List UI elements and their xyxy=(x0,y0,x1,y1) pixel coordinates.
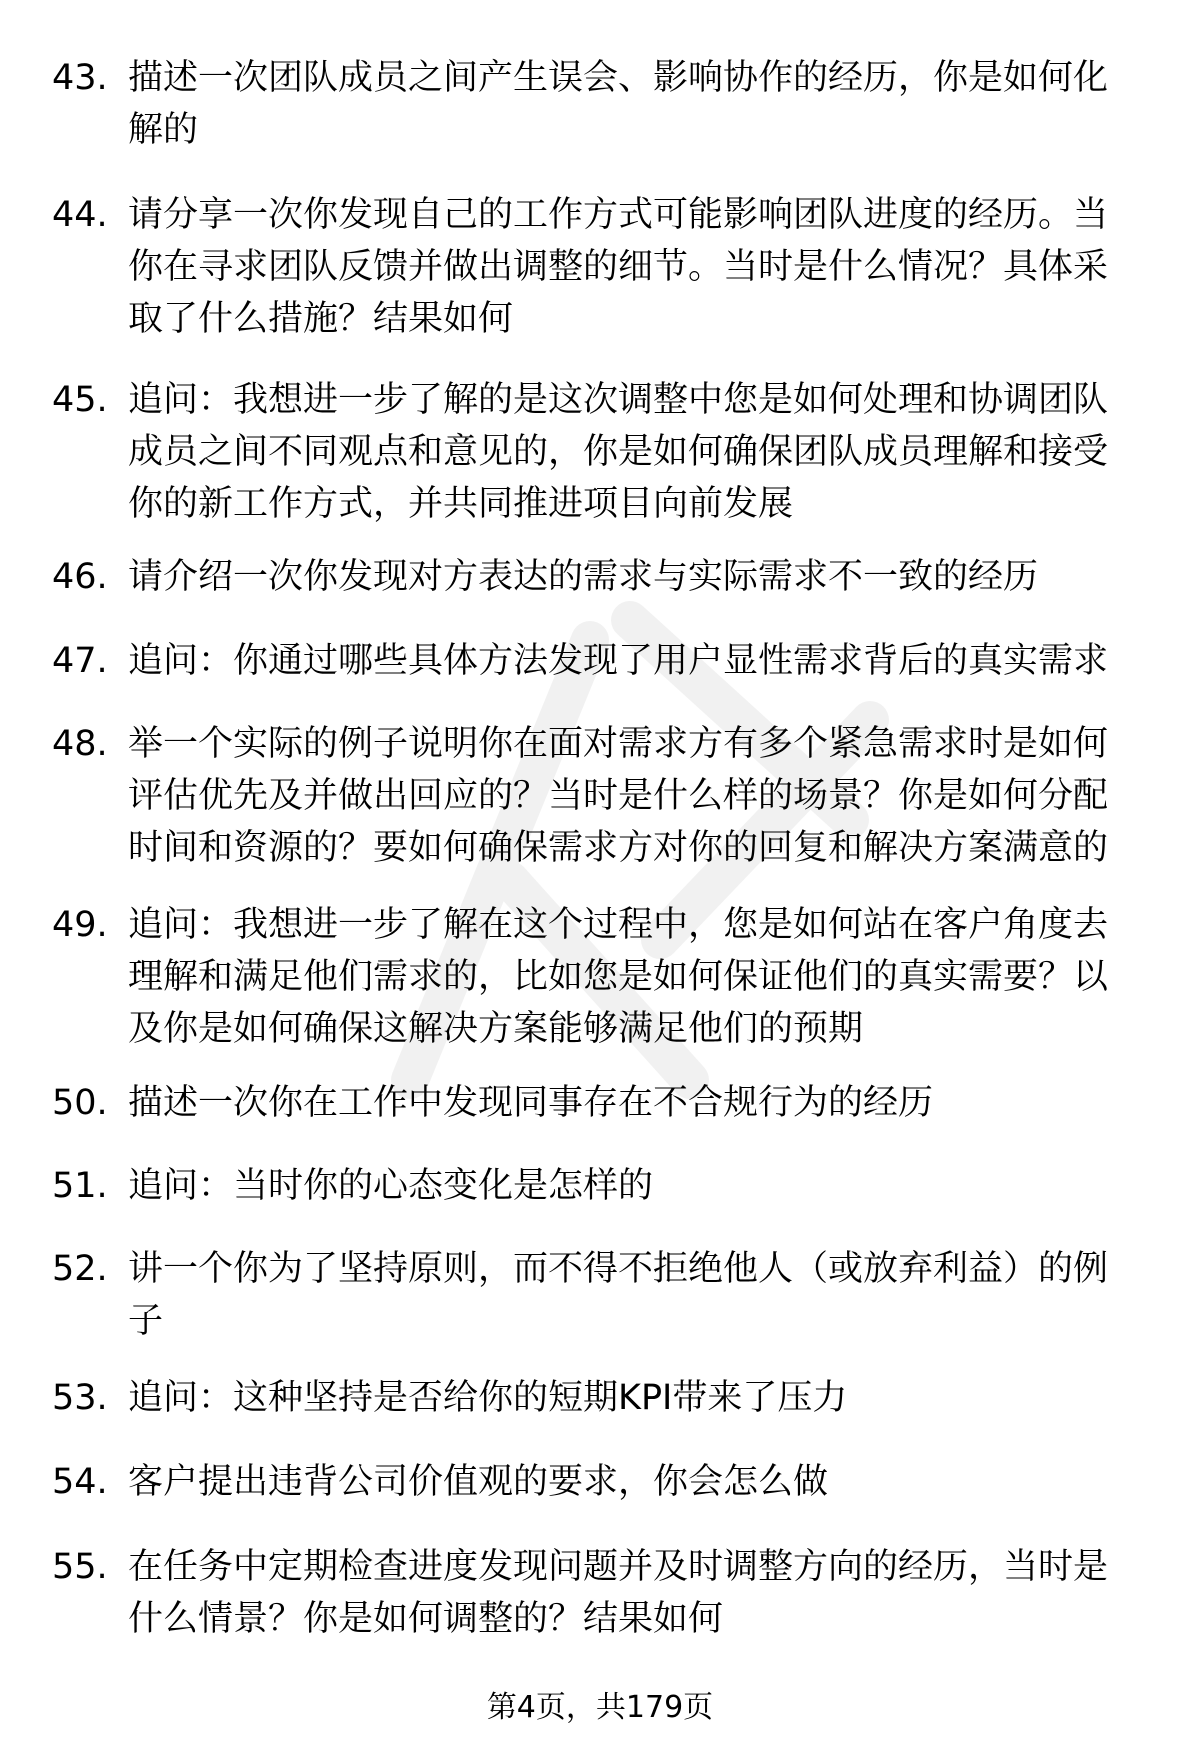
question-text-line: 子 xyxy=(128,1301,164,1341)
question-text xyxy=(128,52,1108,156)
question-text xyxy=(128,1541,1108,1645)
question-number: 51. xyxy=(52,1166,108,1206)
question-text-line: 成员之间不同观点和意见的，你是如何确保团队成员理解和接受 xyxy=(128,432,1109,472)
question-text-line: 在任务中定期检查进度发现问题并及时调整方向的经历，当时是 xyxy=(128,1547,1109,1587)
question-number: 55. xyxy=(52,1547,108,1587)
question-text xyxy=(128,551,1038,603)
question-text-line: 理解和满足他们需求的，比如您是如何保证他们的真实需要？以 xyxy=(128,957,1109,997)
question-text-line: 你在寻求团队反馈并做出调整的细节。当时是什么情况？具体采 xyxy=(128,247,1109,287)
question-text-line: 描述一次你在工作中发现同事存在不合规行为的经历 xyxy=(128,1083,934,1123)
question-number: 46. xyxy=(52,557,108,597)
question-text-line: 请介绍一次你发现对方表达的需求与实际需求不一致的经历 xyxy=(128,557,1039,597)
question-number: 48. xyxy=(52,724,108,764)
question-text xyxy=(128,1243,1108,1347)
question-text-line: 追问：你通过哪些具体方法发现了用户显性需求背后的真实需求 xyxy=(128,641,1109,681)
question-text-line: 追问：我想进一步了解的是这次调整中您是如何处理和协调团队 xyxy=(128,380,1109,420)
question-number: 54. xyxy=(52,1462,108,1502)
question-text-line: 及你是如何确保这解决方案能够满足他们的预期 xyxy=(128,1009,864,1049)
question-text xyxy=(128,635,1108,687)
question-text xyxy=(128,189,1108,345)
question-text xyxy=(128,1077,933,1129)
question-text-line: 追问：当时你的心态变化是怎样的 xyxy=(128,1166,654,1206)
question-text-line: 解的 xyxy=(128,110,199,150)
question-text xyxy=(128,1160,653,1212)
question-text-line: 时间和资源的？要如何确保需求方对你的回复和解决方案满意的 xyxy=(128,828,1109,868)
question-number: 43. xyxy=(52,58,108,98)
question-text-line: 讲一个你为了坚持原则，而不得不拒绝他人（或放弃利益）的例 xyxy=(128,1249,1109,1289)
question-text-line: 追问：这种坚持是否给你的短期KPI带来了压力 xyxy=(128,1378,848,1418)
question-text xyxy=(128,899,1108,1055)
question-text xyxy=(128,1372,847,1424)
question-text-line: 你的新工作方式，并共同推进项目向前发展 xyxy=(128,484,794,524)
question-text-line: 取了什么措施？结果如何 xyxy=(128,299,514,339)
question-text-line: 什么情景？你是如何调整的？结果如何 xyxy=(128,1599,724,1639)
question-number: 52. xyxy=(52,1249,108,1289)
question-text-line: 追问：我想进一步了解在这个过程中，您是如何站在客户角度去 xyxy=(128,905,1109,945)
question-number: 49. xyxy=(52,905,108,945)
question-text-line: 描述一次团队成员之间产生误会、影响协作的经历，你是如何化 xyxy=(128,58,1109,98)
question-number: 47. xyxy=(52,641,108,681)
question-number: 44. xyxy=(52,195,108,235)
question-number: 45. xyxy=(52,380,108,420)
question-text-line: 举一个实际的例子说明你在面对需求方有多个紧急需求时是如何 xyxy=(128,724,1109,764)
question-number: 53. xyxy=(52,1378,108,1418)
page-footer: 第4页，共179页 xyxy=(486,1690,714,1725)
question-text-line: 评估优先及并做出回应的？当时是什么样的场景？你是如何分配 xyxy=(128,776,1109,816)
question-text xyxy=(128,374,1108,530)
question-number: 50. xyxy=(52,1083,108,1123)
question-text xyxy=(128,1456,828,1508)
question-text-line: 客户提出违背公司价值观的要求，你会怎么做 xyxy=(128,1462,829,1502)
question-text-line: 请分享一次你发现自己的工作方式可能影响团队进度的经历。当 xyxy=(128,195,1109,235)
question-text xyxy=(128,718,1108,874)
